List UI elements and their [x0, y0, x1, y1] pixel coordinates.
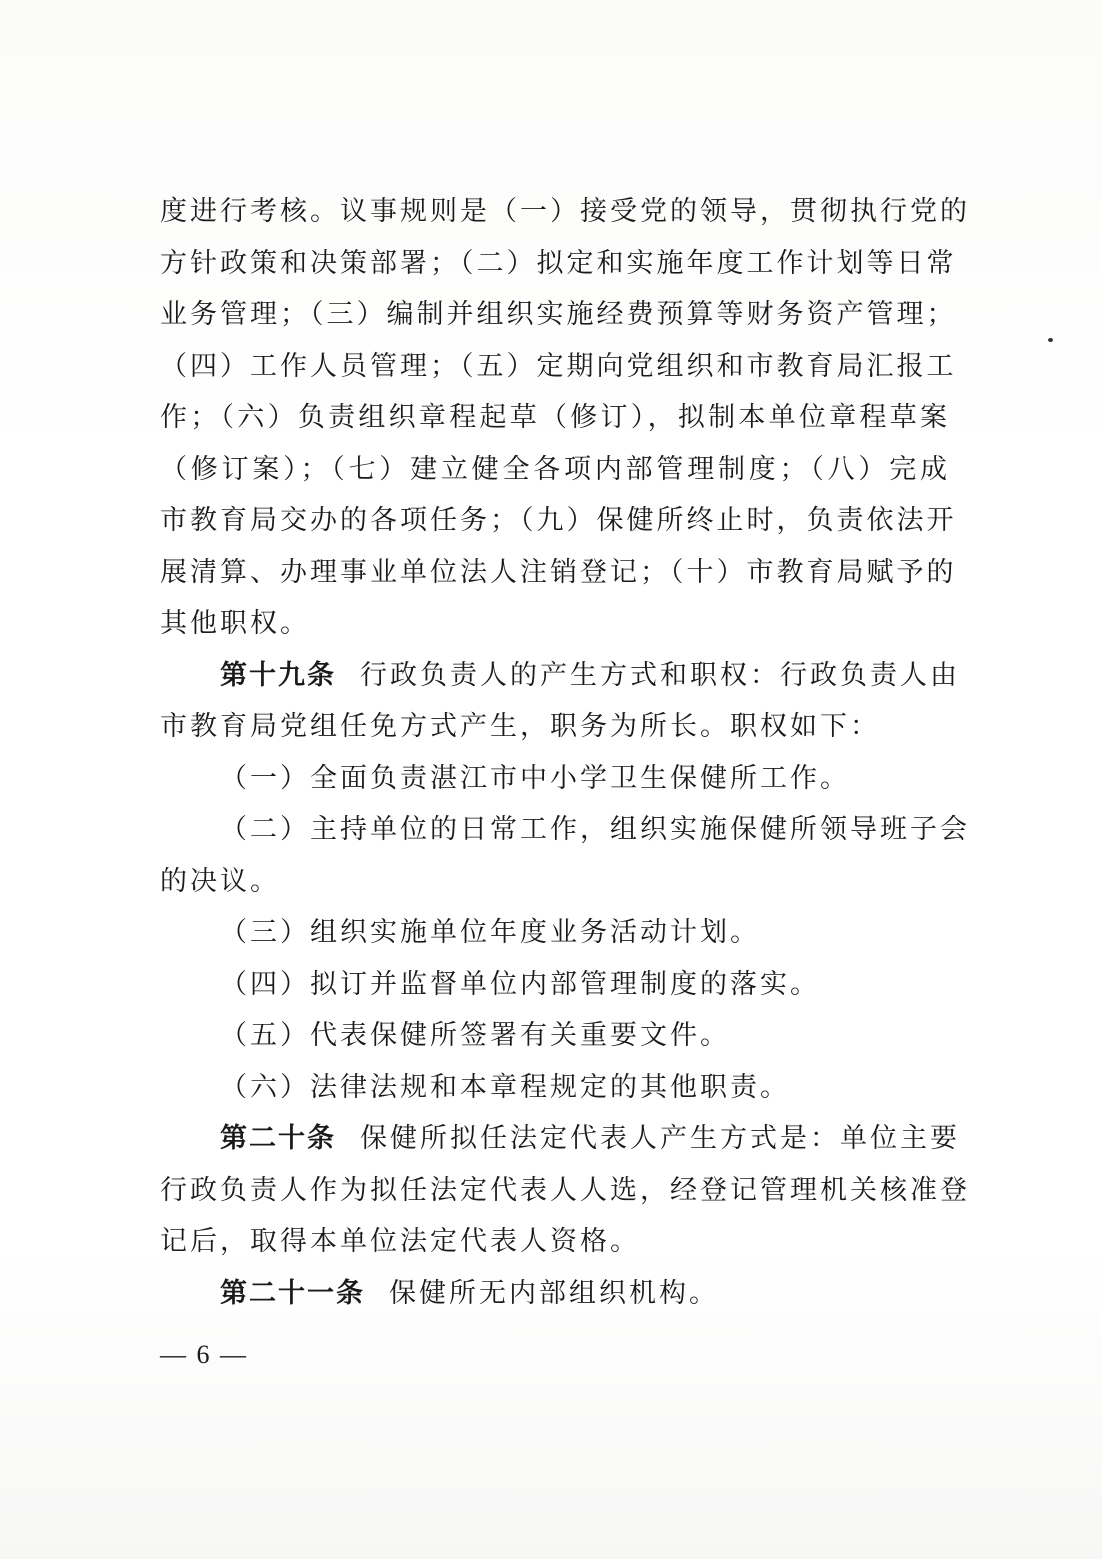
body-line: 市教育局交办的各项任务；（九）保健所终止时，负责依法开: [160, 505, 957, 536]
body-line: 业务管理；（三）编制并组织实施经费预算等财务资产管理；: [160, 299, 957, 330]
article-19-item: （六）法律法规和本章程规定的其他职责。: [220, 1071, 790, 1103]
article-21-label: 第二十一条: [220, 1277, 365, 1309]
article-19-item: （二）主持单位的日常工作，组织实施保健所领导班子会: [220, 814, 970, 845]
article-20-line: 记后，取得本单位法定代表人资格。: [160, 1226, 640, 1257]
body-line: 度进行考核。议事规则是（一）接受党的领导，贯彻执行党的: [160, 196, 970, 227]
body-line: 作；（六）负责组织章程起草（修订），拟制本单位章程草案: [160, 402, 950, 433]
article-20-text: 保健所拟任法定代表人产生方式是：单位主要: [360, 1123, 960, 1154]
article-19-text: 行政负责人的产生方式和职权：行政负责人由: [360, 659, 960, 691]
article-19-item: （四）拟订并监督单位内部管理制度的落实。: [220, 968, 820, 1000]
document-body: [160, 186, 970, 1319]
article-19-item: （三）组织实施单位年度业务活动计划。: [220, 917, 760, 948]
page-number: — 6 —: [160, 1340, 248, 1369]
article-19-item: （一）全面负责湛江市中小学卫生保健所工作。: [220, 762, 850, 794]
article-19-label: 第十九条: [220, 659, 336, 691]
article-19-line: 市教育局党组任免方式产生，职务为所长。职权如下：: [160, 711, 880, 742]
body-line: 其他职权。: [160, 608, 310, 639]
article-20-line: 行政负责人作为拟任法定代表人人选，经登记管理机关核准登: [160, 1174, 970, 1206]
body-line: （四）工作人员管理；（五）定期向党组织和市教育局汇报工: [160, 350, 957, 382]
body-line: 展清算、办理事业单位法人注销登记；（十）市教育局赋予的: [160, 556, 957, 588]
article-19-item: （五）代表保健所签署有关重要文件。: [220, 1020, 730, 1051]
article-20-heading: [160, 1113, 960, 1165]
body-line: （修订案）；（七）建立健全各项内部管理制度；（八）完成: [160, 453, 950, 485]
article-21-text: 保健所无内部组织机构。: [389, 1277, 719, 1309]
article-19-heading: [160, 650, 960, 702]
article-21-heading: [160, 1268, 950, 1320]
article-20-label: 第二十条: [220, 1123, 336, 1154]
body-line: 方针政策和决策部署；（二）拟定和实施年度工作计划等日常: [160, 247, 957, 279]
scan-speck: [1048, 338, 1053, 342]
article-19-item-continued: 的决议。: [160, 865, 280, 897]
